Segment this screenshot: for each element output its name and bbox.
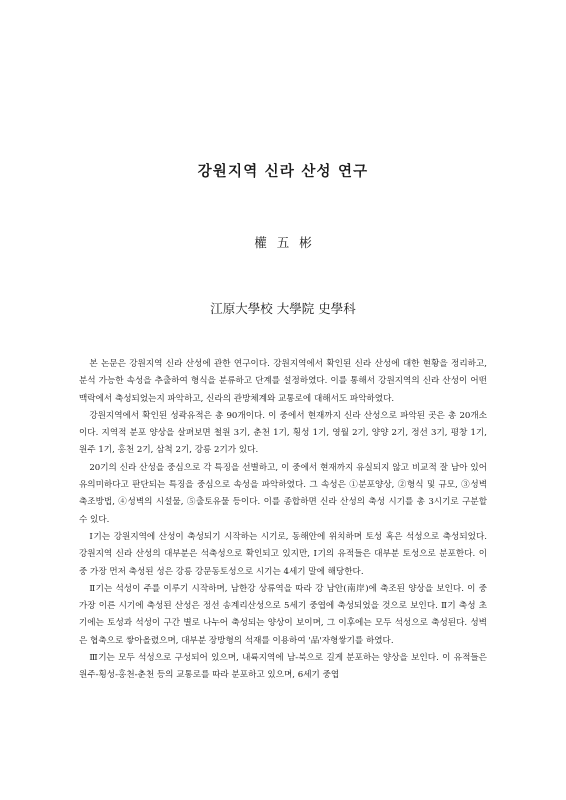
author-affiliation: 江原大學校 大學院 史學科 [210, 301, 356, 316]
paper-title: 강원지역 신라 산성 연구 [197, 163, 369, 180]
abstract-paragraph: Ⅲ기는 모두 석성으로 구성되어 있으며, 내륙지역에 남-북으로 길게 분포하는 양상을 보인다. 이 유적들은 원주-횡성-홍천-춘천 등의 교통로를 따라 분포하고 있으며, 6세기 중엽 [79, 653, 487, 681]
abstract-paragraph: 본 논문은 강원지역 신라 산성에 관한 연구이다. 강원지역에서 확인된 신라 산성에 대한 현황을 정리하고, 분석 가능한 속성을 추출하여 형식을 분류하고 단계를 설정하였다. 이를 통해서 강원지역의 신라 산성이 어떤 맥락에서 축성되었는지 파악하고, 신라의 관방체계와 교통로에 대해서도 파악하였다. [79, 359, 487, 404]
abstract-paragraph: Ⅰ기는 강원지역에 산성이 축성되기 시작하는 시기로, 동해안에 위치하며 토성 혹은 석성으로 축성되었다. 강원지역 신라 산성의 대부분은 석축성으로 확인되고 있지만, Ⅰ기의 유적들은 대부분 토성으로 분포한다. 이 중 가장 먼저 축성된 성은 강릉 강문동토성으로 시기는 4세기 말에 해당한다. [79, 531, 487, 577]
author-name: 權 五 彬 [254, 235, 312, 250]
abstract [79, 356, 487, 685]
abstract-paragraph: 강원지역에서 확인된 성곽유적은 총 90개이다. 이 중에서 현재까지 신라 산성으로 파악된 곳은 총 20개소이다. 지역적 분포 양상을 살펴보면 철원 3기, 춘천 1기, 횡성 1기, 영월 2기, 양양 2기, 정선 3기, 평창 1기, 원주 1기, 홍천 2기, 삼척 2기, 강릉 2기가 있다. [79, 410, 487, 456]
abstract-paragraph: 20기의 신라 산성을 중심으로 각 특징을 선별하고, 이 중에서 현재까지 유실되지 않고 비교적 잘 남아 있어 유의미하다고 판단되는 특징을 중심으로 속성을 파악하였다. 그 속성은 ①분포양상, ②형식 및 규모, ③성벽 축조방법, ④성벽의 시설물, ⑤출토유물 등이다. 이를 종합하면 신라 산성의 축성 시기를 총 3시기로 구분할 수 있다. [79, 462, 487, 525]
abstract-paragraph: Ⅱ기는 석성이 주를 이루기 시작하며, 남한강 상류역을 따라 강 남안(南岸)에 축조된 양상을 보인다. 이 중 가장 이른 시기에 축성된 산성은 정선 송계리산성으로 5세기 중엽에 축성되었을 것으로 보인다. Ⅱ기 축성 초기에는 토성과 석성이 구간 별로 나누어 축성되는 양상이 보이며, 그 이후에는 모두 석성으로 축성된다. 성벽은 협축으로 쌓아올렸으며, 대부분 장방형의 석재를 이용하여 '品'자형쌓기를 하였다. [79, 583, 487, 646]
